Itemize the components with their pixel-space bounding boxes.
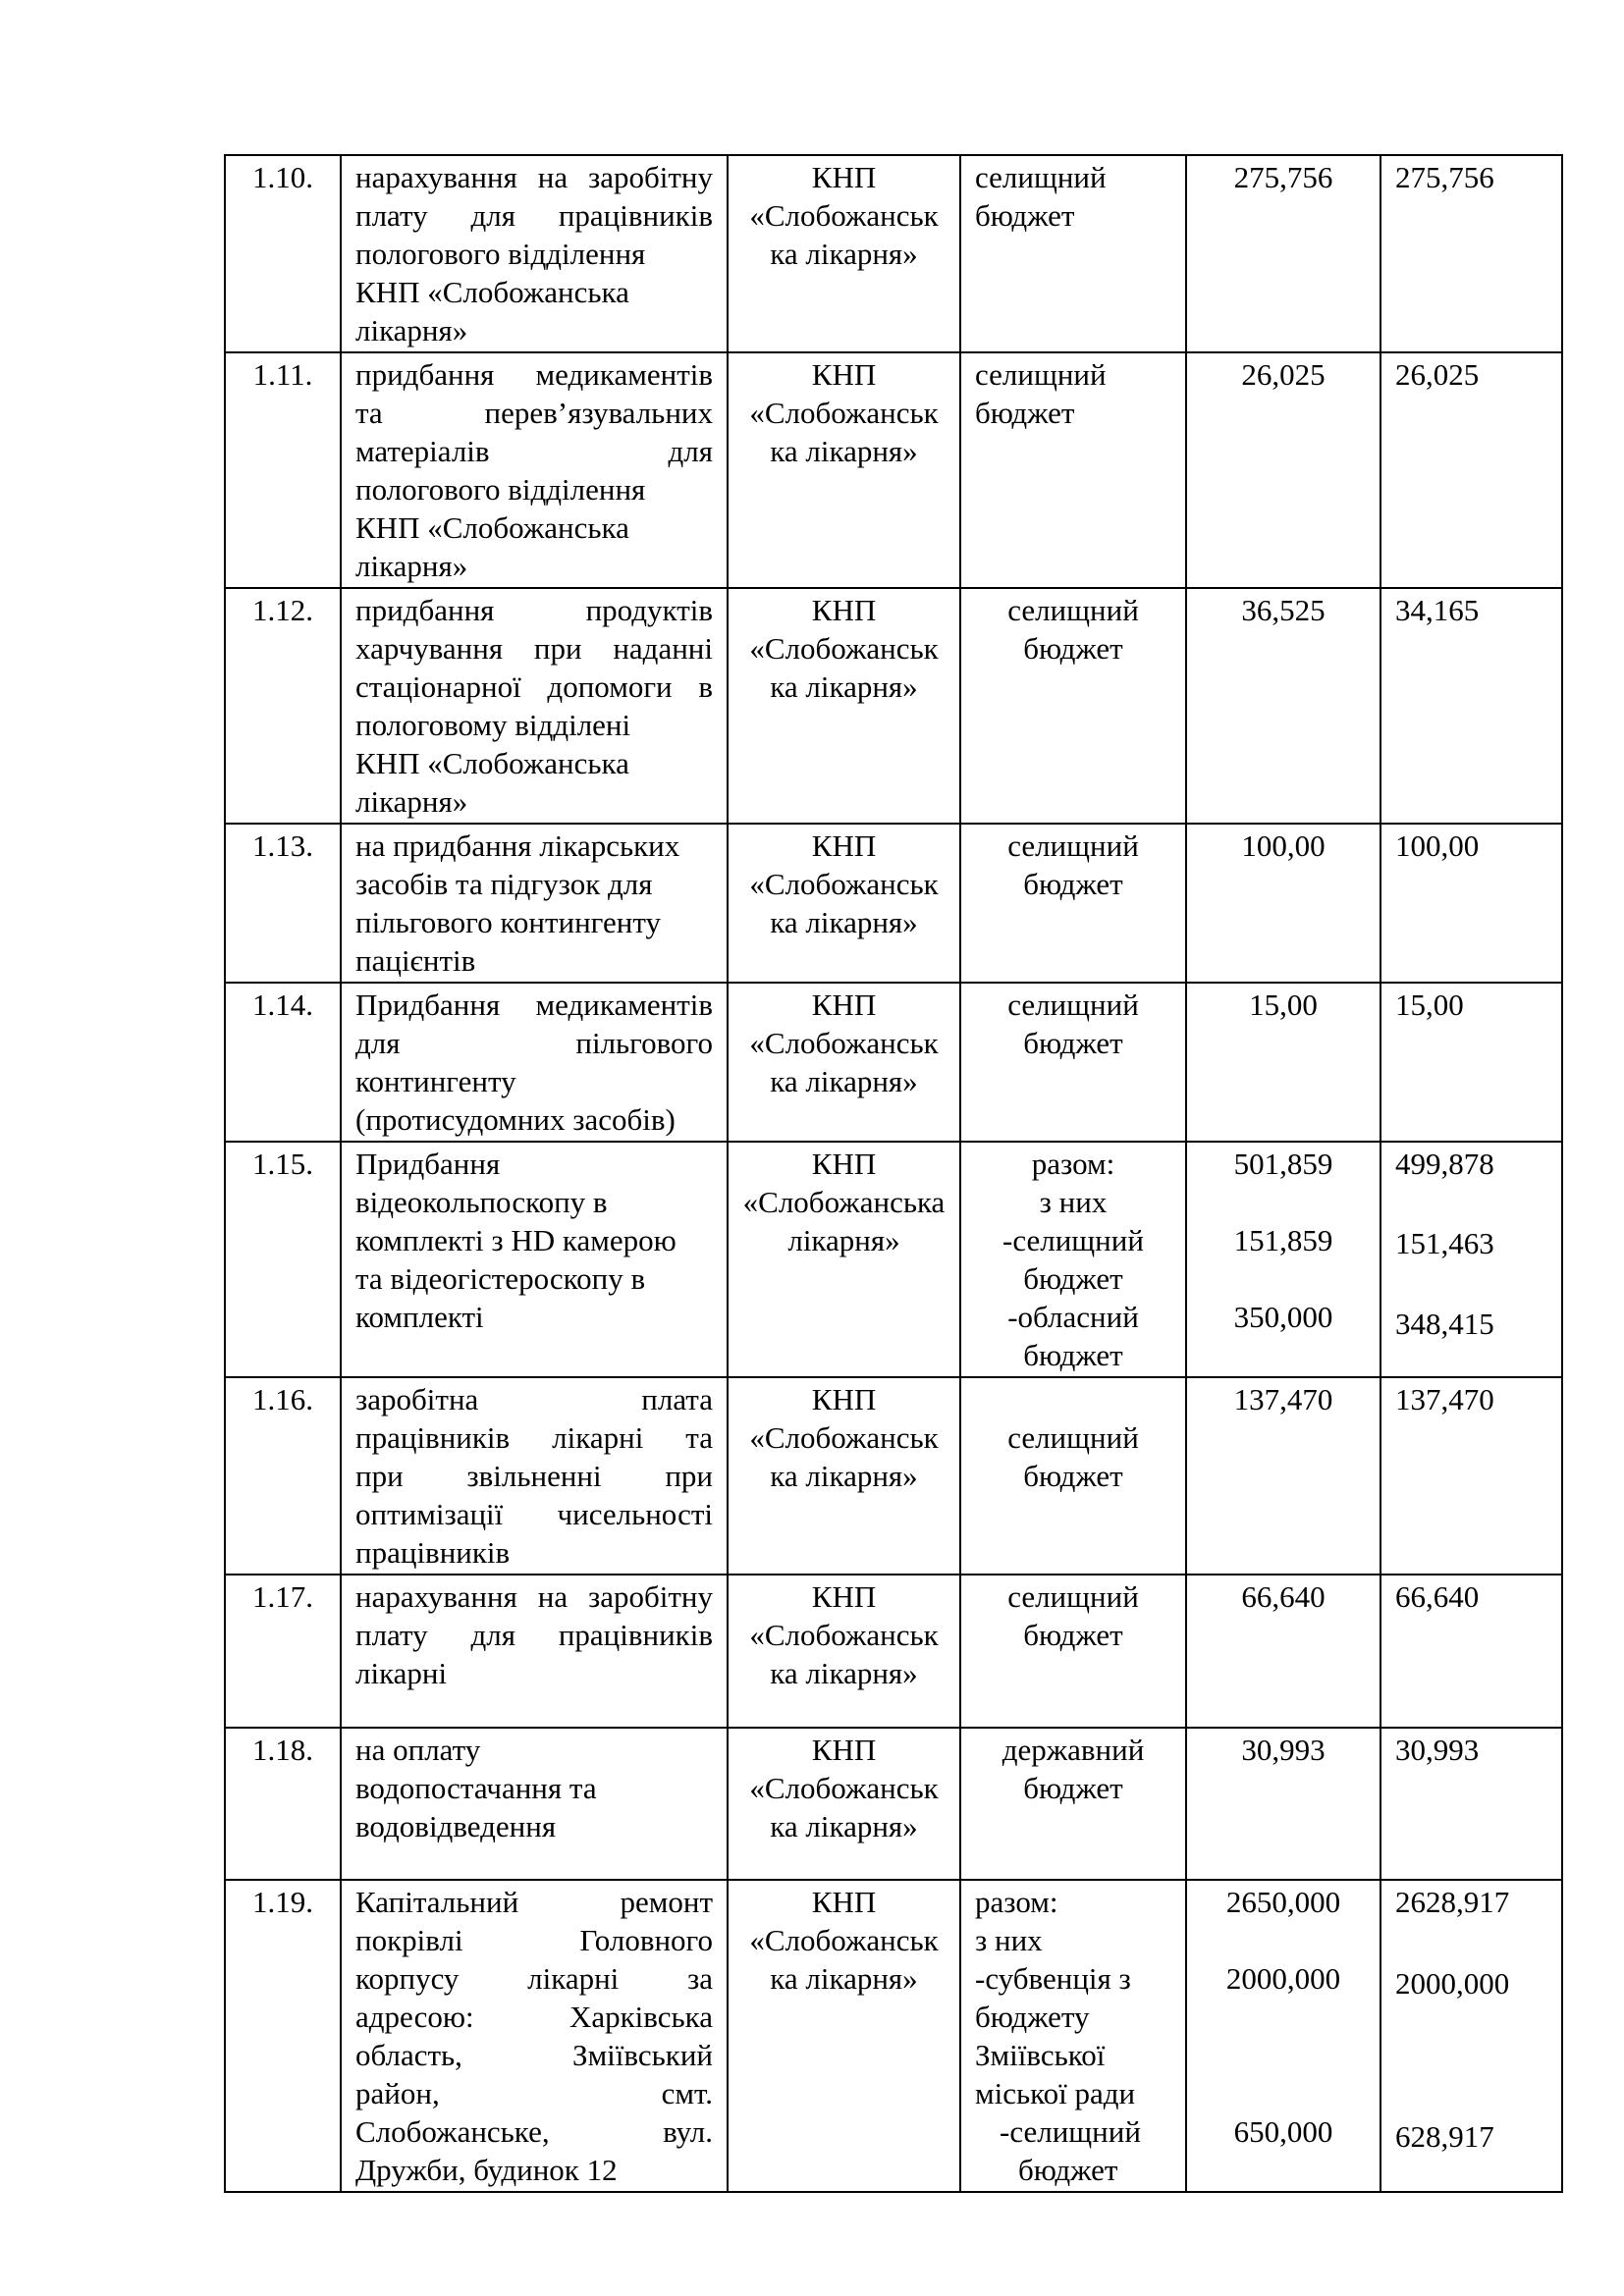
funding-source: разом: з них -субвенція з бюджету Зміївської міської ради -селищний бюджет bbox=[960, 1880, 1186, 2192]
planned-amount: 66,640 bbox=[1186, 1575, 1380, 1728]
measure-name: Придбання медикаментів для пільгового контингенту (протисудомних засобів) bbox=[341, 983, 728, 1142]
funding-source: селищний бюджет bbox=[960, 1377, 1186, 1575]
planned-amount: 15,00 bbox=[1186, 983, 1380, 1142]
actual-amount: 137,470 bbox=[1380, 1377, 1562, 1575]
row-number: 1.10. bbox=[225, 155, 341, 352]
row-number: 1.19. bbox=[225, 1880, 341, 2192]
actual-amount: 26,025 bbox=[1380, 352, 1562, 588]
row-number: 1.15. bbox=[225, 1142, 341, 1377]
table-row bbox=[225, 352, 1562, 588]
measure-name: придбання продуктів харчування при наданні стаціонарної допомоги в пологовому відділені КНП «Слобожанська лікарня» bbox=[341, 588, 728, 824]
executor: КНП «Слобожанськ ка лікарня» bbox=[728, 352, 960, 588]
actual-amount: 30,993 bbox=[1380, 1728, 1562, 1880]
executor: КНП «Слобожанськ ка лікарня» bbox=[728, 983, 960, 1142]
actual-amount: 499,878 151,463 348,415 bbox=[1380, 1142, 1562, 1377]
funding-source: разом: з них -селищний бюджет -обласний бюджет bbox=[960, 1142, 1186, 1377]
table-row bbox=[225, 588, 1562, 824]
actual-amount: 15,00 bbox=[1380, 983, 1562, 1142]
table-row bbox=[225, 155, 1562, 352]
table-row bbox=[225, 1880, 1562, 2192]
executor: КНП «Слобожанськ ка лікарня» bbox=[728, 1377, 960, 1575]
funding-source: селищний бюджет bbox=[960, 588, 1186, 824]
planned-amount: 30,993 bbox=[1186, 1728, 1380, 1880]
table-row bbox=[225, 1728, 1562, 1880]
planned-amount: 26,025 bbox=[1186, 352, 1380, 588]
measure-name: заробітна плата працівників лікарні та при звільненні при оптимізації чисельності працівників bbox=[341, 1377, 728, 1575]
funding-source: селищний бюджет bbox=[960, 983, 1186, 1142]
measure-name: на оплату водопостачання та водовідведення bbox=[341, 1728, 728, 1880]
actual-amount: 34,165 bbox=[1380, 588, 1562, 824]
planned-amount: 137,470 bbox=[1186, 1377, 1380, 1575]
row-number: 1.18. bbox=[225, 1728, 341, 1880]
actual-amount: 2628,917 2000,000 628,917 bbox=[1380, 1880, 1562, 2192]
planned-amount: 36,525 bbox=[1186, 588, 1380, 824]
planned-amount: 501,859 151,859 350,000 bbox=[1186, 1142, 1380, 1377]
measure-name: Капітальний ремонт покрівлі Головного корпусу лікарні за адресою: Харківська область, Зміївський район, смт. Слобожанське, вул. Дружби, будинок 12 bbox=[341, 1880, 728, 2192]
measure-name: на придбання лікарських засобів та підгузок для пільгового контингенту пацієнтів bbox=[341, 824, 728, 983]
executor: КНП «Слобожанськ ка лікарня» bbox=[728, 155, 960, 352]
funding-source: державний бюджет bbox=[960, 1728, 1186, 1880]
table-row bbox=[225, 983, 1562, 1142]
executor: КНП «Слобожанськ ка лікарня» bbox=[728, 824, 960, 983]
executor: КНП «Слобожанськ ка лікарня» bbox=[728, 1575, 960, 1728]
executor: КНП «Слобожанськ ка лікарня» bbox=[728, 588, 960, 824]
executor: КНП «Слобожанськ ка лікарня» bbox=[728, 1728, 960, 1880]
table-row bbox=[225, 1377, 1562, 1575]
executor: КНП «Слобожанська лікарня» bbox=[728, 1142, 960, 1377]
actual-amount: 275,756 bbox=[1380, 155, 1562, 352]
table-row bbox=[225, 1575, 1562, 1728]
executor: КНП «Слобожанськ ка лікарня» bbox=[728, 1880, 960, 2192]
row-number: 1.17. bbox=[225, 1575, 341, 1728]
funding-source: селищний бюджет bbox=[960, 155, 1186, 352]
row-number: 1.14. bbox=[225, 983, 341, 1142]
planned-amount: 100,00 bbox=[1186, 824, 1380, 983]
budget-table bbox=[224, 154, 1563, 2193]
measure-name: нарахування на заробітну плату для працівників лікарні bbox=[341, 1575, 728, 1728]
actual-amount: 66,640 bbox=[1380, 1575, 1562, 1728]
measure-name: Придбання відеокольпоскопу в комплекті з HD камерою та відеогістероскопу в комплекті bbox=[341, 1142, 728, 1377]
planned-amount: 2650,000 2000,000 650,000 bbox=[1186, 1880, 1380, 2192]
row-number: 1.16. bbox=[225, 1377, 341, 1575]
table-row bbox=[225, 824, 1562, 983]
measure-name: придбання медикаментів та перев’язувальних матеріалів для пологового відділення КНП «Слобожанська лікарня» bbox=[341, 352, 728, 588]
row-number: 1.11. bbox=[225, 352, 341, 588]
actual-amount: 100,00 bbox=[1380, 824, 1562, 983]
row-number: 1.12. bbox=[225, 588, 341, 824]
measure-name: нарахування на заробітну плату для працівників пологового відділення КНП «Слобожанська лікарня» bbox=[341, 155, 728, 352]
table-row bbox=[225, 1142, 1562, 1377]
funding-source: селищний бюджет bbox=[960, 352, 1186, 588]
funding-source: селищний бюджет bbox=[960, 1575, 1186, 1728]
row-number: 1.13. bbox=[225, 824, 341, 983]
funding-source: селищний бюджет bbox=[960, 824, 1186, 983]
planned-amount: 275,756 bbox=[1186, 155, 1380, 352]
